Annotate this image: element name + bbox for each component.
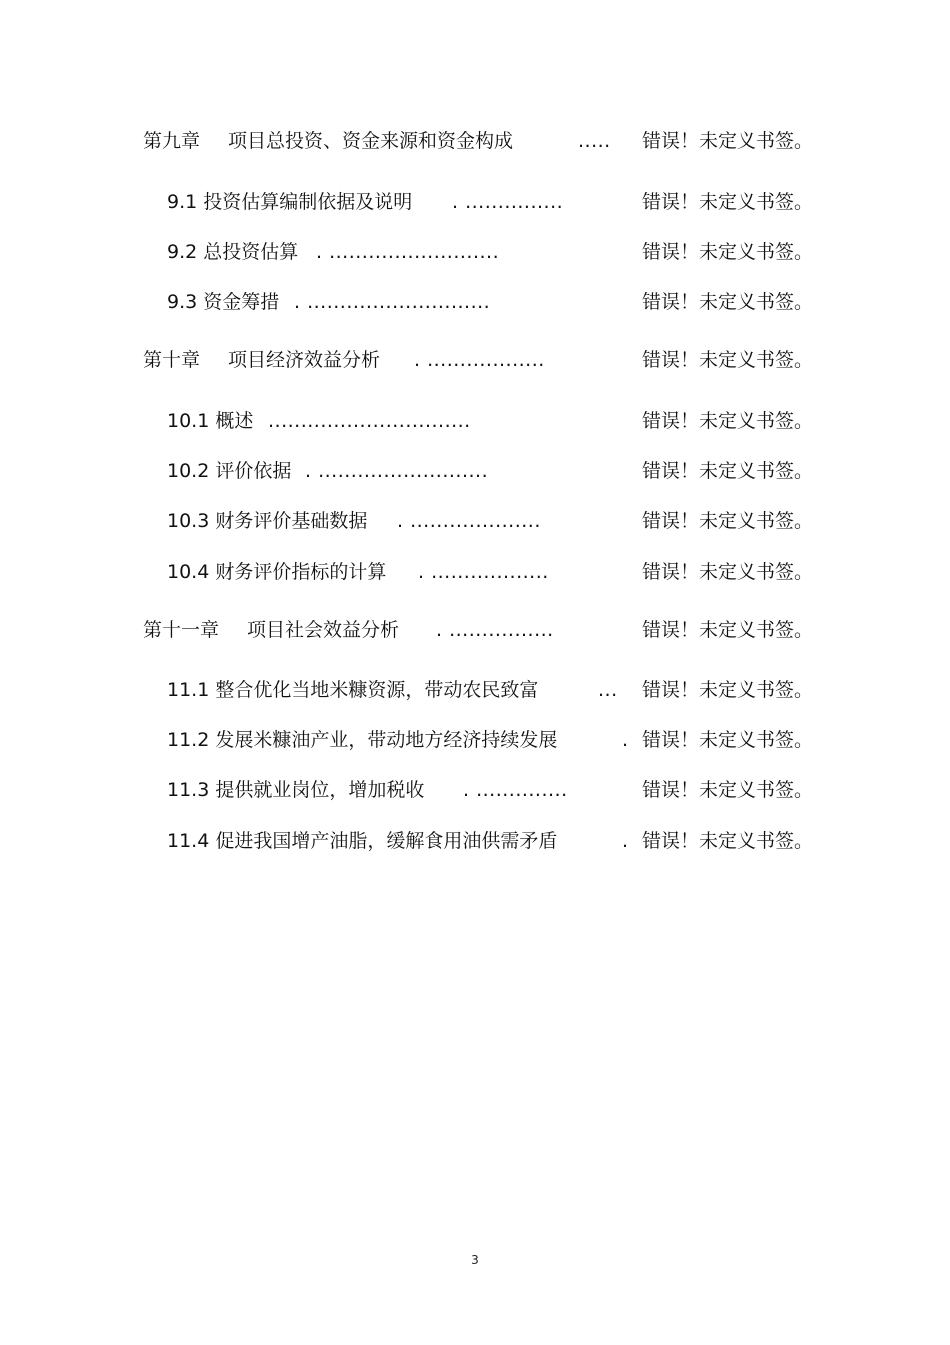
toc-entry-label <box>143 126 513 156</box>
toc-leader-dots: . <box>622 729 629 751</box>
toc-entry-number: 10.3 <box>167 510 210 532</box>
toc-entry-label <box>167 406 253 436</box>
toc-page-ref: 错误！未定义书签。 <box>642 679 814 701</box>
toc-leader-dots: ... <box>598 679 618 701</box>
toc-entry-chapter-11[interactable] <box>0 615 950 645</box>
toc-entry-section-11-2[interactable] <box>0 725 950 755</box>
toc-page-ref: 错误！未定义书签。 <box>642 460 814 482</box>
toc-entry-title: 项目经济效益分析 <box>228 349 381 371</box>
page-number: 3 <box>471 1253 479 1267</box>
toc-entry-label <box>167 237 298 267</box>
toc-entry-label <box>167 557 386 587</box>
toc-entry-chapter-10[interactable] <box>0 345 950 375</box>
toc-page-ref: 错误！未定义书签。 <box>642 349 814 371</box>
toc-entry-number: 11.4 <box>167 830 210 852</box>
toc-entry-number: 11.2 <box>167 729 210 751</box>
toc-entry-number: 第九章 <box>143 130 201 152</box>
toc-entry-section-10-3[interactable] <box>0 506 950 536</box>
toc-entry-label <box>167 775 424 805</box>
toc-entry-title: 发展米糠油产业，带动地方经济持续发展 <box>215 729 558 751</box>
toc-entry-number: 10.4 <box>167 561 210 583</box>
toc-entry-title: 资金筹措 <box>203 291 280 313</box>
toc-page-ref: 错误！未定义书签。 <box>642 830 814 852</box>
toc-entry-number: 10.2 <box>167 460 210 482</box>
toc-entry-label <box>167 456 291 486</box>
toc-leader-dots: . ............................ <box>294 291 491 313</box>
toc-page-ref: 错误！未定义书签。 <box>642 130 814 152</box>
toc-leader-dots: . ................ <box>436 619 554 641</box>
toc-leader-dots: ............................... <box>268 410 471 432</box>
toc-page-ref: 错误！未定义书签。 <box>642 241 814 263</box>
toc-entry-title: 财务评价基础数据 <box>215 510 368 532</box>
toc-entry-number: 10.1 <box>167 410 210 432</box>
toc-entry-section-9-1[interactable] <box>0 187 950 217</box>
toc-entry-title: 提供就业岗位，增加税收 <box>215 779 425 801</box>
toc-entry-number: 第十章 <box>143 349 201 371</box>
toc-entry-label <box>167 287 279 317</box>
toc-leader-dots: . .............. <box>463 779 568 801</box>
toc-entry-number: 9.1 <box>167 191 198 213</box>
toc-entry-section-10-4[interactable] <box>0 557 950 587</box>
toc-entry-label <box>167 187 412 217</box>
toc-entry-title: 整合优化当地米糠资源，带动农民致富 <box>215 679 539 701</box>
toc-entry-section-11-4[interactable] <box>0 826 950 856</box>
toc-entry-number: 11.1 <box>167 679 210 701</box>
toc-entry-section-11-3[interactable] <box>0 775 950 805</box>
toc-page-ref: 错误！未定义书签。 <box>642 191 814 213</box>
toc-entry-title: 促进我国增产油脂，缓解食用油供需矛盾 <box>215 830 558 852</box>
toc-leader-dots: . <box>622 830 629 852</box>
toc-entry-title: 总投资估算 <box>203 241 299 263</box>
toc-entry-title: 项目总投资、资金来源和资金构成 <box>228 130 514 152</box>
toc-leader-dots: . .................. <box>418 561 549 583</box>
toc-entry-title: 评价依据 <box>215 460 292 482</box>
toc-entry-number: 第十一章 <box>143 619 220 641</box>
toc-page-ref: 错误！未定义书签。 <box>642 291 814 313</box>
toc-entry-label <box>167 506 367 536</box>
toc-entry-label <box>143 615 399 645</box>
toc-page-ref: 错误！未定义书签。 <box>642 729 814 751</box>
toc-entry-section-10-2[interactable] <box>0 456 950 486</box>
toc-page-ref: 错误！未定义书签。 <box>642 561 814 583</box>
toc-entry-section-9-2[interactable] <box>0 237 950 267</box>
toc-entry-label <box>143 345 380 375</box>
toc-entry-label <box>167 675 538 705</box>
toc-entry-number: 11.3 <box>167 779 210 801</box>
toc-page-ref: 错误！未定义书签。 <box>642 510 814 532</box>
toc-leader-dots: . .................... <box>397 510 541 532</box>
toc-entry-number: 9.3 <box>167 291 198 313</box>
toc-page-ref: 错误！未定义书签。 <box>642 410 814 432</box>
toc-page-ref: 错误！未定义书签。 <box>642 779 814 801</box>
toc-entry-chapter-9[interactable] <box>0 126 950 156</box>
toc-entry-title: 概述 <box>215 410 254 432</box>
toc-leader-dots: ..... <box>578 130 611 152</box>
toc-entry-title: 财务评价指标的计算 <box>215 561 387 583</box>
toc-entry-section-11-1[interactable] <box>0 675 950 705</box>
toc-leader-dots: . .......................... <box>316 241 500 263</box>
toc-entry-number: 9.2 <box>167 241 198 263</box>
toc-entry-title: 项目社会效益分析 <box>247 619 400 641</box>
toc-entry-section-10-1[interactable] <box>0 406 950 436</box>
toc-page-ref: 错误！未定义书签。 <box>642 619 814 641</box>
toc-entry-label <box>167 725 557 755</box>
toc-leader-dots: . .................. <box>414 349 545 371</box>
toc-leader-dots: . .......................... <box>305 460 489 482</box>
toc-entry-title: 投资估算编制依据及说明 <box>203 191 413 213</box>
toc-leader-dots: . ............... <box>452 191 564 213</box>
toc-entry-label <box>167 826 557 856</box>
toc-entry-section-9-3[interactable] <box>0 287 950 317</box>
